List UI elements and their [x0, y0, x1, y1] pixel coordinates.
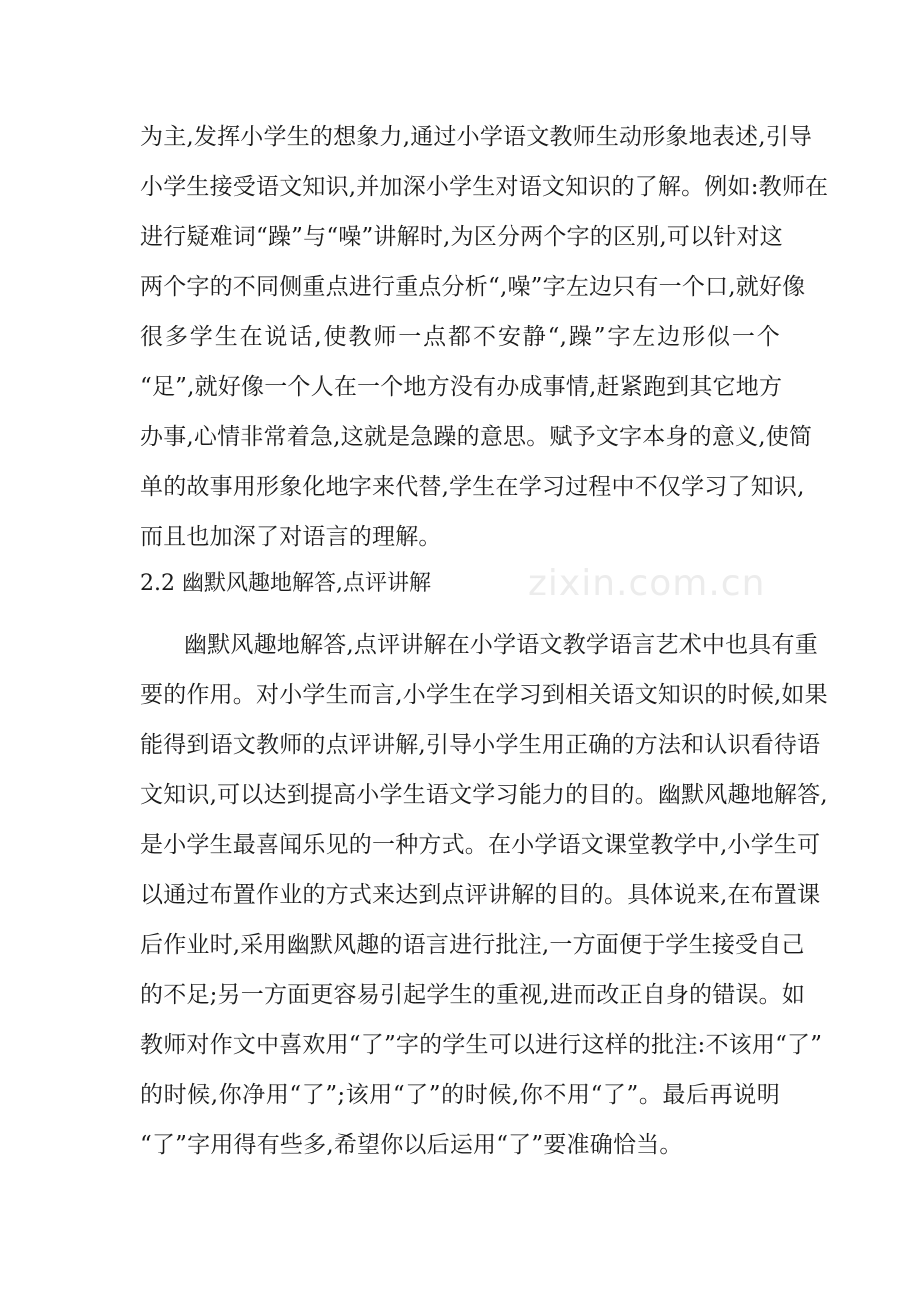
paragraph-1-line-9: 而且也加深了对语言的理解。 — [140, 524, 442, 550]
paragraph-2-line-7: 后作业时,采用幽默风趣的语言进行批注,一方面便于学生接受自己 — [140, 932, 805, 958]
paragraph-2-line-2: 要的作用。对小学生而言,小学生在学习到相关语文知识的时候,如果 — [140, 682, 828, 708]
paragraph-1-line-5: 很多学生在说话,使教师一点都不安静“,躁”字左边形似一个 — [140, 324, 780, 350]
paragraph-1-line-6: “足”,就好像一个人在一个地方没有办成事情,赶紧跑到其它地方 — [140, 374, 783, 400]
paragraph-2-line-9: 教师对作文中喜欢用“了”字的学生可以进行这样的批注:不该用“了” — [140, 1032, 823, 1058]
section-heading: 2.2 幽默风趣地解答,点评讲解 — [140, 571, 431, 596]
paragraph-2-line-3: 能得到语文教师的点评讲解,引导小学生用正确的方法和认识看待语 — [140, 732, 821, 758]
paragraph-2-line-8: 的不足;另一方面更容易引起学生的重视,进而改正自身的错误。如 — [140, 982, 806, 1008]
paragraph-2-line-4: 文知识,可以达到提高小学生语文学习能力的目的。幽默风趣地解答, — [140, 782, 828, 808]
paragraph-1-line-2: 小学生接受语文知识,并加深小学生对语文知识的了解。例如:教师在 — [140, 174, 829, 200]
paragraph-2-line-10: 的时候,你净用“了”;该用“了”的时候,你不用“了”。最后再说明 — [140, 1082, 780, 1108]
watermark-text: zixin.com.cn — [528, 563, 766, 604]
paragraph-2-line-11: “了”字用得有些多,希望你以后运用“了”要准确恰当。 — [140, 1132, 683, 1158]
paragraph-2-line-5: 是小学生最喜闻乐见的一种方式。在小学语文课堂教学中,小学生可 — [140, 832, 821, 858]
paragraph-1-line-1: 为主,发挥小学生的想象力,通过小学语文教师生动形象地表述,引导 — [140, 124, 813, 150]
paragraph-1-line-7: 办事,心情非常着急,这就是急躁的意思。赋予文字本身的意义,使简 — [140, 424, 813, 450]
paragraph-2-line-6: 以通过布置作业的方式来达到点评讲解的目的。具体说来,在布置课 — [140, 882, 821, 908]
paragraph-1-line-4: 两个字的不同侧重点进行重点分析“,噪”字左边只有一个口,就好像 — [140, 274, 806, 300]
paragraph-1-line-8: 单的故事用形象化地字来代替,学生在学习过程中不仅学习了知识, — [140, 474, 805, 500]
paragraph-1-line-3: 进行疑难词“躁”与“噪”讲解时,为区分两个字的区别,可以针对这 — [140, 224, 783, 250]
paragraph-2-line-1: 幽默风趣地解答,点评讲解在小学语文教学语言艺术中也具有重 — [184, 632, 818, 658]
